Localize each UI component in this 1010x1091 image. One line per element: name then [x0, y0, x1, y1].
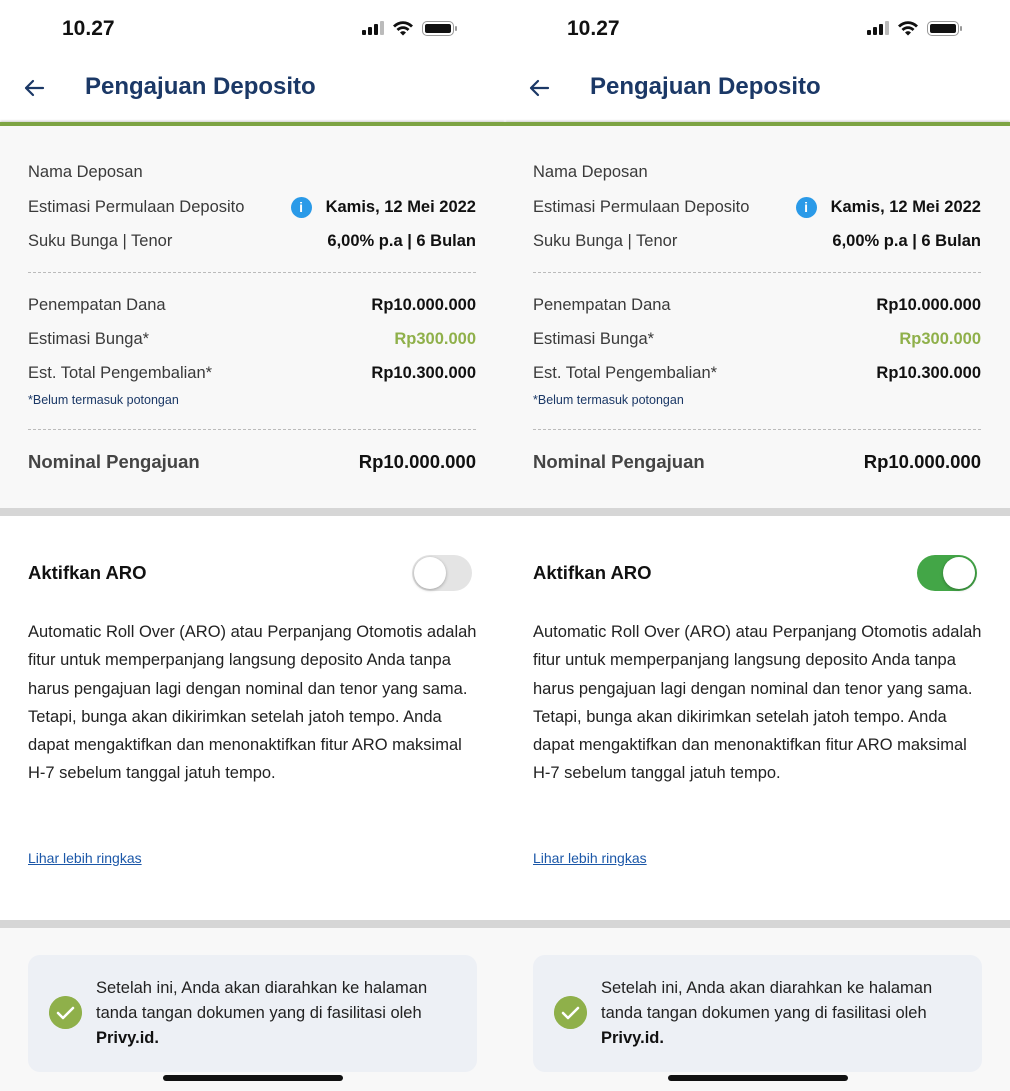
label: Est. Total Pengembalian*	[28, 363, 213, 382]
check-circle-icon	[49, 996, 82, 1029]
info-text	[96, 976, 466, 1051]
label: Estimasi Bunga*	[533, 329, 655, 348]
info-icon[interactable]: i	[796, 197, 817, 218]
back-arrow-icon[interactable]	[527, 76, 551, 100]
value: Kamis, 12 Mei 2022	[325, 197, 476, 216]
bottom-section	[505, 928, 1010, 1091]
label: Estimasi Bunga*	[28, 329, 150, 348]
page-title: Pengajuan Deposito	[85, 73, 316, 100]
section-divider	[0, 920, 505, 928]
value: 6,00% p.a | 6 Bulan	[832, 231, 981, 250]
wifi-icon	[392, 20, 414, 36]
page-title: Pengajuan Deposito	[590, 73, 821, 100]
label: Est. Total Pengembalian*	[533, 363, 718, 382]
toggle-knob[interactable]	[414, 557, 446, 589]
aro-title: Aktifkan ARO	[533, 562, 652, 583]
aro-toggle[interactable]	[917, 555, 977, 591]
deposit-summary	[0, 126, 505, 508]
value: Rp10.300.000	[371, 363, 476, 382]
privy-brand: Privy.id.	[96, 1029, 159, 1047]
value: Rp300.000	[899, 329, 981, 348]
row-suku-bunga	[533, 229, 981, 253]
value: Rp300.000	[394, 329, 476, 348]
value: Rp10.000.000	[371, 295, 476, 314]
dashed-divider	[533, 272, 981, 273]
section-divider	[505, 508, 1010, 516]
see-less-link[interactable]: Lihar lebih ringkas	[28, 850, 142, 866]
row-penempatan-dana	[28, 293, 476, 317]
toggle-knob[interactable]	[943, 557, 975, 589]
value: Rp10.000.000	[876, 295, 981, 314]
aro-toggle[interactable]	[412, 555, 472, 591]
aro-card	[0, 516, 505, 920]
footnote: *Belum termasuk potongan	[533, 393, 684, 407]
footnote: *Belum termasuk potongan	[28, 393, 179, 407]
value: Kamis, 12 Mei 2022	[830, 197, 981, 216]
info-text	[601, 976, 971, 1051]
row-estimasi-permulaan	[533, 195, 981, 219]
dashed-divider	[28, 272, 476, 273]
home-indicator[interactable]	[163, 1075, 343, 1081]
bottom-section	[0, 928, 505, 1091]
row-nominal-pengajuan	[28, 450, 476, 474]
label: Suku Bunga | Tenor	[533, 231, 678, 250]
row-nama-deposan	[28, 160, 476, 184]
aro-title: Aktifkan ARO	[28, 562, 147, 583]
aro-description: Automatic Roll Over (ARO) atau Perpanjang Otomotis adalah fitur untuk memperpanjang langsung deposito Anda tanpa harus pengajuan lagi dengan nominal dan tenor yang sama. Tetapi, bunga akan dikirimkan setelah jatoh tempo. Anda dapat mengaktifkan dan menonaktifkan fitur ARO maksimal H-7 sebelum tanggal jatuh tempo.	[533, 623, 982, 783]
screen-aro-on	[505, 0, 1010, 1091]
row-nama-deposan	[533, 160, 981, 184]
privy-info-box	[533, 955, 982, 1072]
section-divider	[505, 920, 1010, 928]
battery-icon	[422, 21, 454, 36]
row-suku-bunga	[28, 229, 476, 253]
value: Rp10.300.000	[876, 363, 981, 382]
info-icon[interactable]: i	[291, 197, 312, 218]
status-icons	[867, 20, 959, 36]
value: Rp10.000.000	[358, 451, 476, 472]
label: Estimasi Permulaan Deposito	[533, 197, 750, 216]
status-time: 10.27	[62, 17, 115, 40]
status-icons	[362, 20, 454, 36]
label: Nama Deposan	[533, 162, 648, 181]
dashed-divider	[28, 429, 476, 430]
deposit-summary	[505, 126, 1010, 508]
info-text-main: Setelah ini, Anda akan diarahkan ke halaman tanda tangan dokumen yang di fasilitasi oleh	[601, 979, 933, 1022]
row-estimasi-bunga	[533, 327, 981, 351]
label: Nominal Pengajuan	[533, 451, 705, 472]
dashed-divider	[533, 429, 981, 430]
privy-info-box	[28, 955, 477, 1072]
label: Nama Deposan	[28, 162, 143, 181]
battery-icon	[927, 21, 959, 36]
row-estimasi-bunga	[28, 327, 476, 351]
row-estimasi-permulaan	[28, 195, 476, 219]
value: 6,00% p.a | 6 Bulan	[327, 231, 476, 250]
info-text-main: Setelah ini, Anda akan diarahkan ke halaman tanda tangan dokumen yang di fasilitasi oleh	[96, 979, 428, 1022]
aro-card	[505, 516, 1010, 920]
back-arrow-icon[interactable]	[22, 76, 46, 100]
home-indicator[interactable]	[668, 1075, 848, 1081]
label: Penempatan Dana	[28, 295, 166, 314]
privy-brand: Privy.id.	[601, 1029, 664, 1047]
wifi-icon	[897, 20, 919, 36]
label: Nominal Pengajuan	[28, 451, 200, 472]
signal-icon	[362, 21, 384, 35]
row-total-pengembalian	[28, 361, 476, 385]
value: Rp10.000.000	[863, 451, 981, 472]
check-circle-icon	[554, 996, 587, 1029]
signal-icon	[867, 21, 889, 35]
row-penempatan-dana	[533, 293, 981, 317]
see-less-link[interactable]: Lihar lebih ringkas	[533, 850, 647, 866]
row-nominal-pengajuan	[533, 450, 981, 474]
aro-description: Automatic Roll Over (ARO) atau Perpanjang Otomotis adalah fitur untuk memperpanjang langsung deposito Anda tanpa harus pengajuan lagi dengan nominal dan tenor yang sama. Tetapi, bunga akan dikirimkan setelah jatoh tempo. Anda dapat mengaktifkan dan menonaktifkan fitur ARO maksimal H-7 sebelum tanggal jatuh tempo.	[28, 623, 477, 783]
row-total-pengembalian	[533, 361, 981, 385]
label: Suku Bunga | Tenor	[28, 231, 173, 250]
label: Penempatan Dana	[533, 295, 671, 314]
status-time: 10.27	[567, 17, 620, 40]
section-divider	[0, 508, 505, 516]
label: Estimasi Permulaan Deposito	[28, 197, 245, 216]
